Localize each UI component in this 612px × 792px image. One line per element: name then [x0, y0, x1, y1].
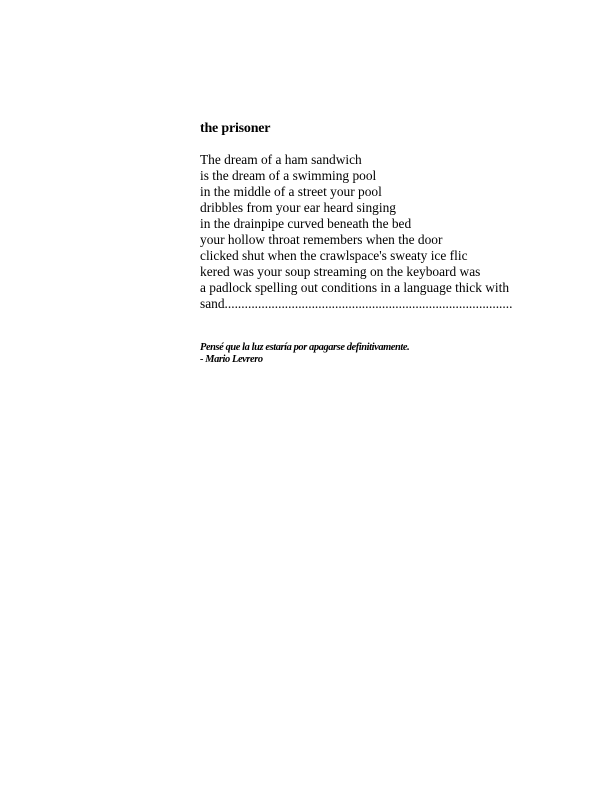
- poem-line: clicked shut when the crawlspace's sweaty ice flic: [200, 248, 468, 263]
- poem-line: your hollow throat remembers when the door: [200, 232, 443, 247]
- poem-line: sand......................................................................................: [200, 296, 513, 311]
- poem-lines: [200, 152, 580, 312]
- poem-line: in the drainpipe curved beneath the bed: [200, 216, 412, 231]
- poem-line: The dream of a ham sandwich: [200, 152, 362, 167]
- poem-line: kered was your soup streaming on the keyboard was: [200, 264, 481, 279]
- poem-line: is the dream of a swimming pool: [200, 168, 377, 183]
- poem-line: dribbles from your ear heard singing: [200, 200, 396, 215]
- poem-title: the prisoner: [200, 121, 271, 136]
- epigraph-author: - Mario Levrero: [200, 354, 263, 365]
- epigraph-quote: Pensé que la luz estaría por apagarse definitivamente.: [200, 342, 410, 353]
- epigraph: [200, 342, 580, 366]
- poem-line: in the middle of a street your pool: [200, 184, 382, 199]
- poem-block: [200, 120, 580, 366]
- poem-line: a padlock spelling out conditions in a language thick with: [200, 280, 510, 295]
